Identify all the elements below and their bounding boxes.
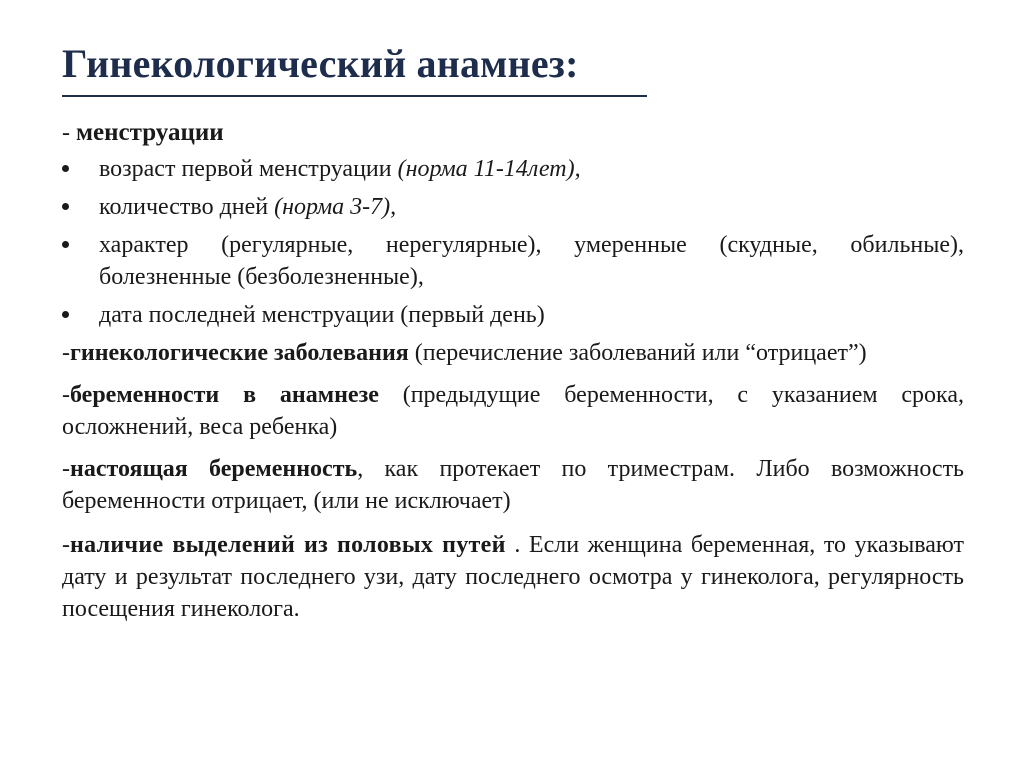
menstruation-prefix: - (62, 120, 76, 146)
paragraph-prefix: - (62, 382, 70, 408)
paragraph-prefix: - (62, 456, 70, 482)
past-pregnancies-paragraph (62, 379, 964, 443)
list-item (62, 299, 964, 331)
list-item (62, 229, 964, 293)
title-underline (62, 95, 647, 97)
paragraph-text: , как протекает по триместрам. Либо возможность беременности отрицает, (или не исключает) (62, 456, 965, 514)
menstruation-list (62, 153, 964, 331)
item-text: количество дней (99, 194, 275, 220)
item-note: (норма 11-14лет), (397, 156, 581, 182)
paragraph-label: настоящая беременность (70, 456, 358, 482)
paragraph-text: . Если женщина беременная, то указывают дату и результат последнего узи, дату последнего осмотра у гинеколога, регулярность посещения гинеколога. (62, 532, 964, 622)
paragraph-label: наличие выделений из половых путей (70, 532, 506, 558)
paragraph-text: (перечисление заболеваний или “отрицает”) (408, 340, 867, 366)
bullet-icon (62, 203, 69, 210)
bullet-icon (62, 241, 69, 248)
gynecological-diseases-paragraph (62, 337, 964, 369)
item-text: дата последней менструации (первый день) (99, 302, 545, 328)
paragraph-label: гинекологические заболевания (70, 340, 409, 366)
bullet-icon (62, 311, 69, 318)
discharge-paragraph (62, 529, 964, 625)
paragraph-text: (предыдущие беременности, с указанием срока, осложнений, веса ребенка) (62, 382, 964, 440)
slide-title: Гинекологический анамнез: (62, 41, 579, 86)
list-item (62, 153, 964, 185)
menstruation-label: менструации (76, 119, 224, 146)
bullet-icon (62, 165, 69, 172)
paragraph-label: беременности в анамнезе (70, 382, 379, 408)
current-pregnancy-paragraph (62, 453, 964, 517)
paragraph-prefix: - (62, 340, 70, 366)
list-item (62, 191, 964, 223)
item-text: возраст первой менструации (99, 156, 398, 182)
item-text: характер (регулярные, нерегулярные), умеренные (скудные, обильные), болезненные (безболезненные), (99, 232, 964, 290)
slide-content (62, 117, 964, 625)
item-note: (норма 3-7), (274, 194, 397, 220)
menstruation-heading (62, 117, 964, 149)
paragraph-prefix: - (62, 532, 70, 558)
